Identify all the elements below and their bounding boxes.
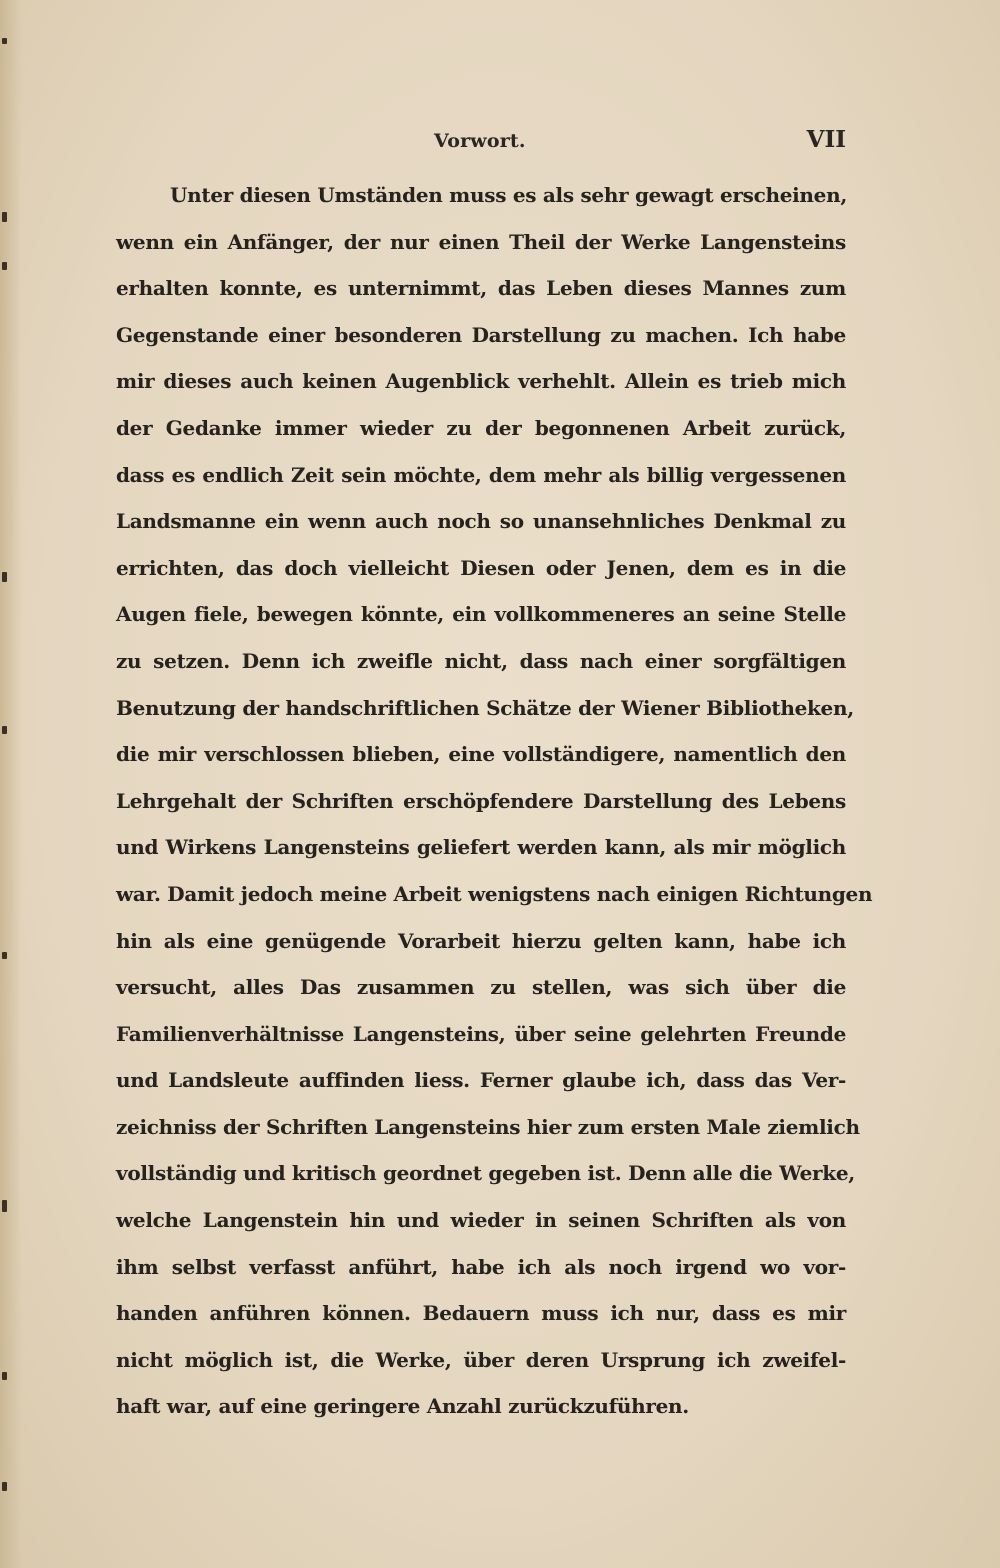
text-line: handen anführen können. Bedauern muss ich nur, dass es mir — [116, 1301, 846, 1326]
text-line: die mir verschlossen blieben, eine vollständigere, namentlich den — [116, 742, 846, 767]
margin-speck — [2, 212, 7, 222]
margin-speck — [2, 1372, 7, 1380]
text-line: Benutzung der handschriftlichen Schätze der Wiener Bibliotheken, — [116, 695, 854, 720]
margin-speck — [2, 952, 7, 959]
page-number: VII — [806, 126, 846, 153]
text-line: nicht möglich ist, die Werke, über deren Ursprung ich zweifel- — [116, 1347, 846, 1372]
text-line: dass es endlich Zeit sein möchte, dem mehr als billig vergessenen — [116, 462, 846, 487]
text-line: erhalten konnte, es unternimmt, das Leben dieses Mannes zum — [116, 276, 846, 301]
margin-speck — [2, 572, 7, 582]
text-line: welche Langenstein hin und wieder in seinen Schriften als von — [116, 1208, 846, 1233]
text-line: zeichniss der Schriften Langensteins hier zum ersten Male ziemlich — [116, 1114, 860, 1139]
text-line: versucht, alles Das zusammen zu stellen, was sich über die — [116, 975, 846, 1000]
text-line: vollständig und kritisch geordnet gegeben ist. Denn alle die Werke, — [116, 1161, 855, 1186]
margin-speck — [2, 1200, 7, 1212]
text-line: mir dieses auch keinen Augenblick verhehlt. Allein es trieb mich — [116, 369, 846, 394]
text-line: Gegenstande einer besonderen Darstellung zu machen. Ich habe — [116, 322, 846, 347]
margin-speck — [2, 262, 7, 270]
margin-speck — [2, 726, 7, 734]
margin-speck — [2, 38, 7, 44]
text-line: Familienverhältnisse Langensteins, über seine gelehrten Freunde — [116, 1021, 846, 1046]
text-line: der Gedanke immer wieder zu der begonnenen Arbeit zurück, — [116, 415, 846, 440]
text-line: war. Damit jedoch meine Arbeit wenigstens nach einigen Richtungen — [116, 881, 873, 906]
page-gutter-shadow — [0, 0, 22, 1568]
text-line: Landsmanne ein wenn auch noch so unansehnliches Denkmal zu — [116, 509, 846, 534]
running-head: Vorwort. — [434, 130, 526, 152]
text-line: und Landsleute auffinden liess. Ferner glaube ich, dass das Ver- — [116, 1068, 846, 1093]
text-line: zu setzen. Denn ich zweifle nicht, dass nach einer sorgfältigen — [116, 648, 846, 673]
text-line: Augen fiele, bewegen könnte, ein vollkommeneres an seine Stelle — [116, 602, 846, 627]
margin-speck — [2, 1482, 7, 1491]
text-line: errichten, das doch vielleicht Diesen oder Jenen, dem es in die — [116, 555, 846, 580]
body-paragraph — [116, 172, 873, 1430]
text-line: haft war, auf eine geringere Anzahl zurückzuführen. — [116, 1394, 689, 1419]
text-line: Lehrgehalt der Schriften erschöpfendere Darstellung des Lebens — [116, 788, 846, 813]
text-line: ihm selbst verfasst anführt, habe ich als noch irgend wo vor- — [116, 1254, 846, 1279]
text-line: hin als eine genügende Vorarbeit hierzu gelten kann, habe ich — [116, 928, 846, 953]
text-line: Unter diesen Umständen muss es als sehr gewagt erscheinen, — [170, 183, 847, 207]
text-line: wenn ein Anfänger, der nur einen Theil der Werke Langensteins — [116, 229, 846, 254]
page-header — [116, 122, 846, 162]
text-line: und Wirkens Langensteins geliefert werden kann, als mir möglich — [116, 835, 846, 860]
